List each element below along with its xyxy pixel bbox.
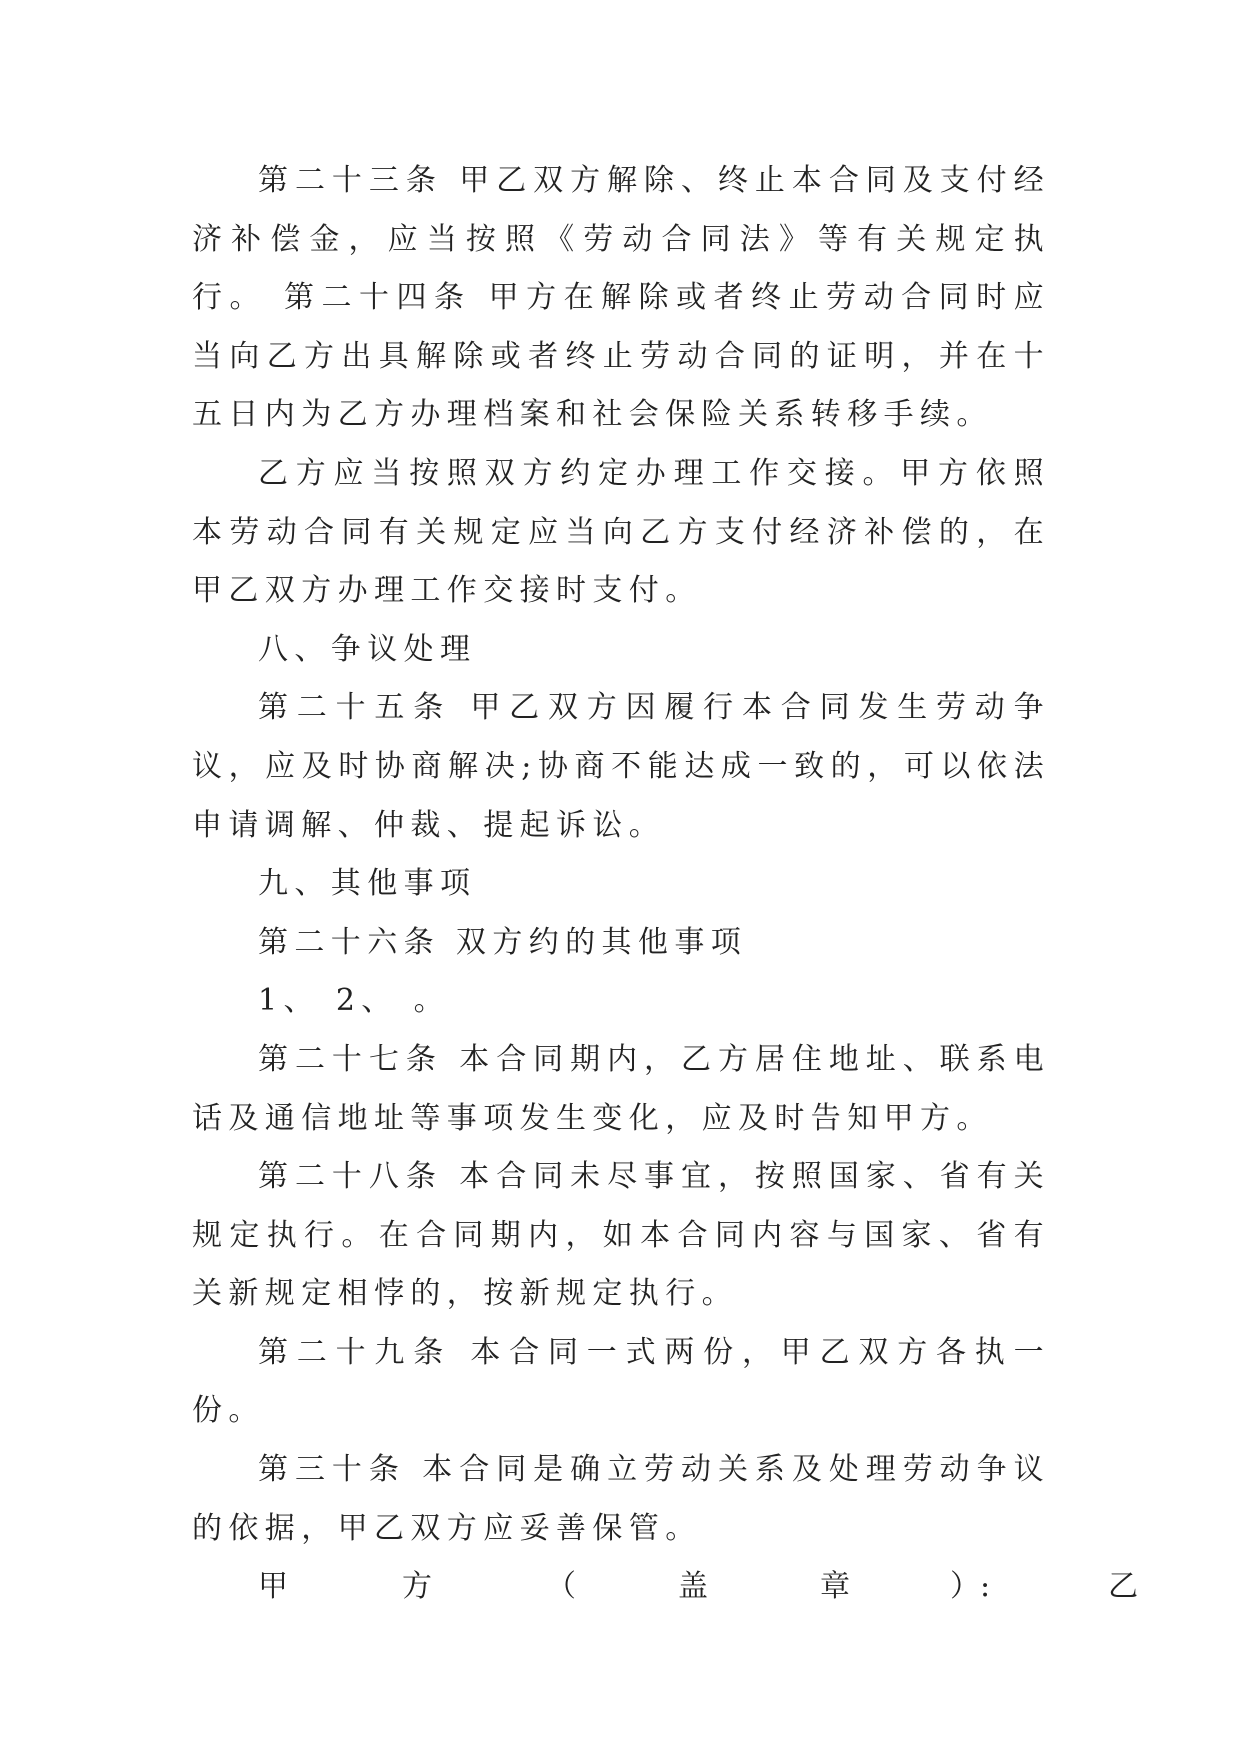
signature-char: ）: — [950, 1569, 991, 1605]
paragraph-article-29: 第二十九条 本合同一式两份，甲乙双方各执一份。 — [192, 1334, 1050, 1429]
signature-char: （ — [546, 1569, 576, 1605]
signature-char: 甲 — [258, 1569, 288, 1605]
signature-line — [192, 1558, 1139, 1617]
paragraph-article-26: 第二十六条 双方约的其他事项 — [258, 924, 748, 960]
signature-char: 盖 — [678, 1569, 708, 1605]
paragraph-article-28: 第二十八条 本合同未尽事宜，按照国家、省有关规定执行。在合同期内，如本合同内容与国家、省有关新规定相悖的，按新规定执行。 — [192, 1159, 1050, 1312]
section-heading-dispute: 八、争议处理 — [258, 631, 477, 667]
paragraph-article-23-24: 第二十三条 甲乙双方解除、终止本合同及支付经济补偿金，应当按照《劳动合同法》等有关规定执行。 第二十四条 甲方在解除或者终止劳动合同时应当向乙方出具解除或者终止劳动合同的证明，并在十五日内为乙方办理档案和社会保险关系转移手续。 — [192, 163, 1050, 433]
paragraph-article-25: 第二十五条 甲乙双方因履行本合同发生劳动争议，应及时协商解决;协商不能达成一致的，可以依法申请调解、仲裁、提起诉讼。 — [192, 690, 1050, 843]
section-heading-other-matters: 九、其他事项 — [258, 866, 477, 902]
paragraph-article-27: 第二十七条 本合同期内，乙方居住地址、联系电话及通信地址等事项发生变化，应及时告知甲方。 — [192, 1041, 1050, 1136]
signature-char-party-b: 乙 — [1108, 1569, 1139, 1605]
paragraph-list-items: 1、 2、 。 — [258, 983, 451, 1019]
signature-char: 章 — [820, 1569, 850, 1605]
paragraph-article-30: 第三十条 本合同是确立劳动关系及处理劳动争议的依据，甲乙双方应妥善保管。 — [192, 1452, 1050, 1546]
document-page — [192, 152, 1139, 1617]
signature-char: 方 — [402, 1569, 432, 1605]
paragraph-work-handover: 乙方应当按照双方约定办理工作交接。甲方依照本劳动合同有关规定应当向乙方支付经济补偿的，在甲乙双方办理工作交接时支付。 — [192, 455, 1050, 609]
